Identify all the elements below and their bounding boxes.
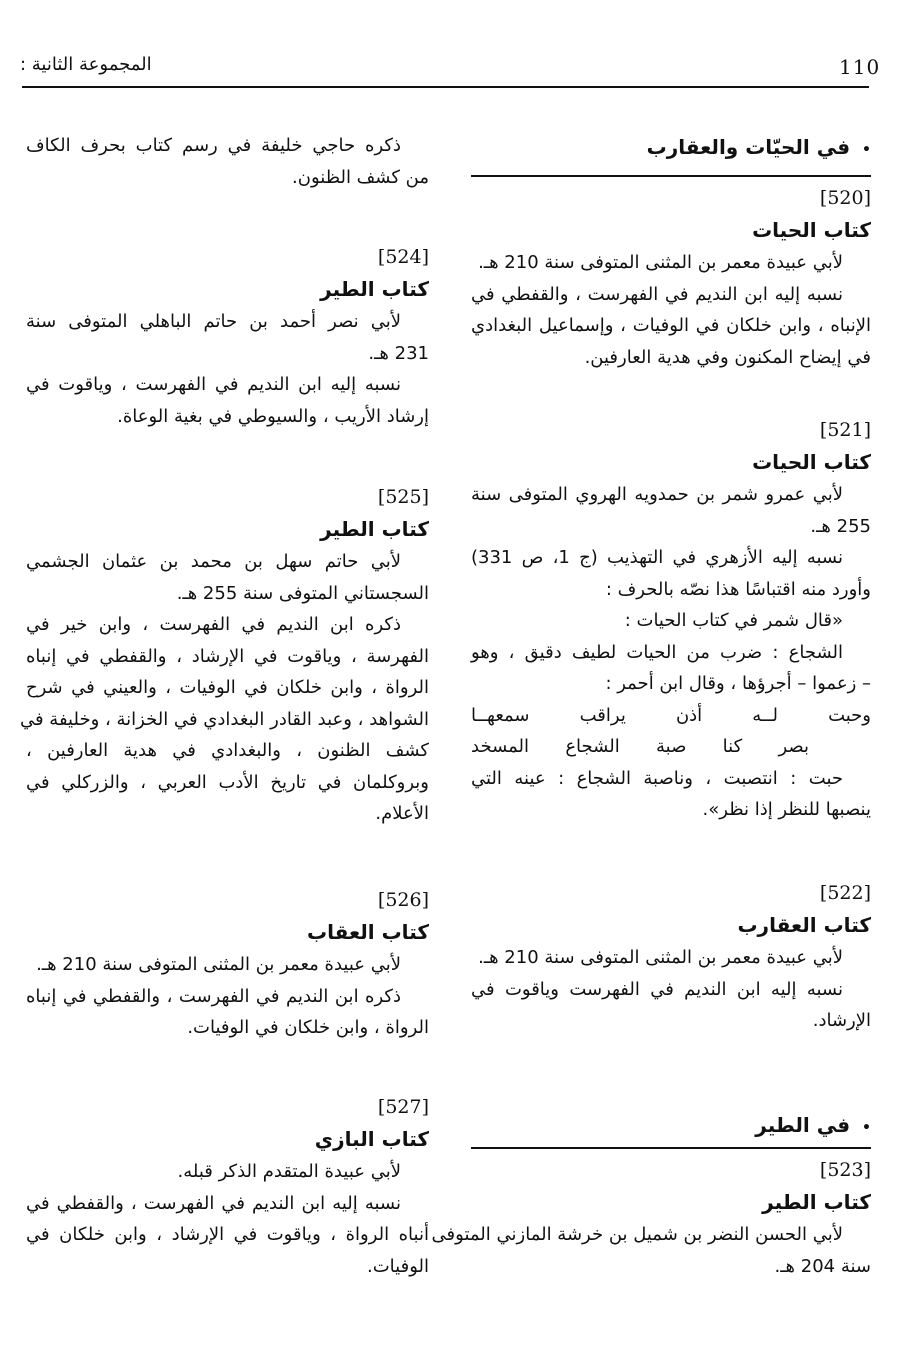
text-line: في إيضاح المكنون وفي هدية العارفين. (584, 346, 871, 368)
text-line: نسبه إليه ابن النديم في الفهرست ، والقفطي في (26, 1192, 401, 1214)
entry-title: كتاب الطير (320, 517, 429, 541)
section-title: في الحيّات والعقارب (646, 135, 851, 159)
text-line: ذكره ابن النديم في الفهرست ، والقفطي في إنباه (26, 985, 401, 1007)
text-line: 255 هـ. (810, 515, 871, 537)
text-line: نسبه إليه الأزهري في التهذيب (ج 1، ص 331) (471, 547, 844, 568)
text-line: أنباه الرواة ، وياقوت في الإرشاد ، وابن خلكان في (26, 1224, 429, 1245)
text-line: لأبي نصر أحمد بن حاتم الباهلي المتوفى سنة (26, 311, 401, 332)
text-line: إرشاد الأريب ، والسيوطي في بغية الوعاة. (117, 405, 429, 427)
entry-number: [523] (819, 1159, 871, 1181)
entry-526 (26, 885, 429, 1044)
text-line: الإرشاد. (812, 1010, 871, 1031)
text-line: الشجاع : ضرب من الحيات لطيف دقيق ، وهو (471, 641, 843, 663)
text-line: السجستاني المتوفى سنة 255 هـ. (176, 582, 429, 604)
header-rule (22, 86, 869, 88)
running-title: المجموعة الثانية : (20, 54, 152, 75)
text-line: وأورد منه اقتباسًا هذا نصّه بالحرف : (605, 578, 871, 600)
section-heading-snakes (471, 130, 871, 167)
text-line: لأبي حاتم سهل بن محمد بن عثمان الجشمي (26, 551, 401, 572)
entry-521 (471, 415, 871, 826)
text-line: «قال شمر في كتاب الحيات : (624, 610, 843, 631)
text-line: سنة 204 هـ. (774, 1255, 871, 1277)
text-line: لأبي الحسن النضر بن شميل بن خرشة المازني المتوفى (431, 1224, 843, 1245)
section-heading-birds (471, 1108, 871, 1145)
poem-line: وحبت لــه أذن يراقب سمعهــا (471, 704, 871, 726)
bullet-icon: • (862, 1120, 871, 1136)
entry-number: [521] (819, 419, 871, 441)
entry-524 (26, 242, 429, 432)
entry-527 (26, 1092, 429, 1282)
entry-number: [520] (819, 187, 871, 209)
entry-525 (19, 482, 429, 830)
text-line: لأبي عبيدة المتقدم الذكر قبله. (177, 1161, 401, 1182)
text-line: ينصبها للنظر إذا نظر». (702, 799, 871, 820)
text-line: الوفيات. (367, 1255, 429, 1277)
text-line: – زعموا – أجرؤها ، وقال ابن أحمر : (605, 673, 871, 694)
text-line: الإنباه ، وابن خلكان في الوفيات ، وإسماعيل البغدادي (471, 315, 871, 336)
section-title: في الطير (755, 1113, 851, 1137)
entry-number: [524] (377, 246, 429, 268)
text-line: وبروكلمان في تاريخ الأدب العربي ، والزركلي في (26, 771, 429, 793)
entry-523 (431, 1155, 871, 1282)
text-line: 231 هـ. (368, 342, 429, 364)
text-line: لأبي عبيدة معمر بن المثنى المتوفى سنة 210 هـ. (36, 954, 401, 975)
text-line: من كشف الظنون. (292, 166, 429, 188)
entry-number: [526] (377, 889, 429, 911)
entry-522 (471, 878, 871, 1037)
text-line: الرواة ، وابن خلكان في الوفيات ، والعيني في شرح (26, 677, 429, 698)
entry-title: كتاب العقاب (306, 920, 429, 944)
entry-title: كتاب الحيات (752, 218, 871, 242)
text-line: ذكره ابن النديم في الفهرست ، وابن خير في (26, 614, 401, 635)
poem-line: بصر كنا صبة الشجاع المسخد (471, 736, 809, 757)
text-line: لأبي عمرو شمر بن حمدويه الهروي المتوفى سنة (471, 484, 843, 505)
bullet-icon: • (862, 142, 871, 158)
entry-number: [527] (377, 1096, 429, 1118)
entry-number: [525] (377, 486, 429, 508)
entry-title: كتاب البازي (314, 1127, 429, 1151)
entry-number: [522] (819, 882, 871, 904)
text-line: الرواة ، وابن خلكان في الوفيات. (187, 1017, 429, 1038)
text-line: الفهرسة ، وياقوت في الإرشاد ، والقفطي في إنباه (26, 645, 429, 667)
section-rule (471, 175, 871, 177)
text-line: الشواهد ، وعبد القادر البغدادي في الخزانة ، وخليفة في (19, 708, 429, 730)
text-line: لأبي عبيدة معمر بن المثنى المتوفى سنة 210 هـ. (478, 947, 843, 968)
text-line: الأعلام. (375, 803, 429, 824)
text-line: لأبي عبيدة معمر بن المثنى المتوفى سنة 210 هـ. (478, 252, 843, 273)
entry-title: كتاب العقارب (737, 913, 871, 937)
text-line: نسبه إليه ابن النديم في الفهرست وياقوت في (471, 978, 843, 1000)
entry-title: كتاب الطير (320, 277, 429, 301)
page-number: 110 (839, 55, 881, 79)
entry-520 (471, 183, 871, 373)
text-line: ذكره حاجي خليفة في رسم كتاب بحرف الكاف (26, 135, 401, 156)
section-rule (471, 1147, 871, 1149)
entry-title: كتاب الطير (762, 1190, 871, 1214)
text-line: حبت : انتصبت ، وناصبة الشجاع : عينه التي (471, 767, 843, 789)
continuation-text (26, 130, 429, 193)
text-line: كشف الظنون ، والبغدادي في هدية العارفين ، (26, 740, 429, 761)
entry-title: كتاب الحيات (752, 450, 871, 474)
text-line: نسبه إليه ابن النديم في الفهرست ، والقفطي في (471, 283, 843, 305)
text-line: نسبه إليه ابن النديم في الفهرست ، وياقوت في (26, 374, 401, 395)
